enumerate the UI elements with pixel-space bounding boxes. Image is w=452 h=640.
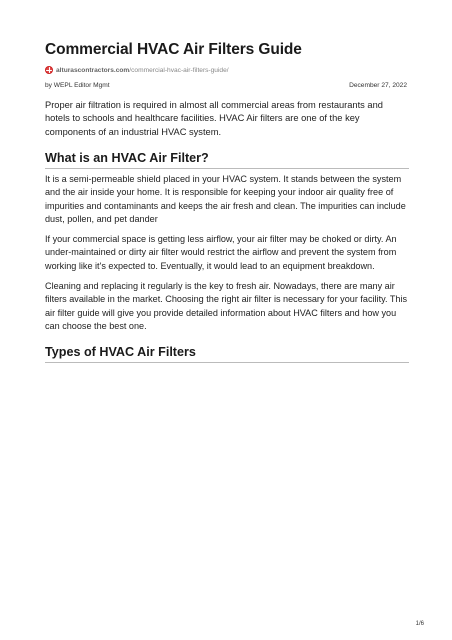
page-title: Commercial HVAC Air Filters Guide (45, 41, 302, 58)
paragraph: If your commercial space is getting less airflow, your air filter may be choked or dirty. An under-maintained or dirty air filter would restrict the airflow and prevent the system from working like it's expected to. Eventually, it would lead to an equipment breakdown. (45, 234, 397, 271)
paragraph: Cleaning and replacing it regularly is the key to fresh air. Nowadays, there are many air filters available in the market. Choosing the right air filter is necessary for your facility. This air filter guide will give you provide detailed information about HVAC filters and how you can choose the best one. (45, 281, 408, 332)
intro-paragraph: Proper air filtration is required in almost all commercial areas from restaurants and hotels to schools and healthcare facilities. HVAC Air filters are one of the key components of an industrial HVAC system. (45, 100, 383, 137)
paragraph: It is a semi-permeable shield placed in your HVAC system. It stands between the system and the air inside your home. It is responsible for keeping your indoor air quality free of impurities and contaminants and keeps the air fresh and clean. The impurities can include dust, pollen, and pet dander (45, 174, 406, 225)
section-heading-types: Types of HVAC Air Filters (45, 345, 196, 359)
source-path[interactable]: /commercial-hvac-air-filters-guide/ (129, 66, 229, 74)
publish-date: December 27, 2022 (349, 82, 407, 89)
page-number: 1/6 (415, 621, 424, 627)
source-domain[interactable]: alturascontractors.com (56, 66, 130, 74)
globe-icon (45, 66, 53, 74)
section-divider (45, 168, 409, 169)
section-heading-what-is: What is an HVAC Air Filter? (45, 151, 209, 165)
section-divider (45, 362, 409, 363)
source-link[interactable] (45, 66, 229, 74)
author: by WEPL Editor Mgmt (45, 82, 110, 89)
byline (45, 82, 407, 89)
